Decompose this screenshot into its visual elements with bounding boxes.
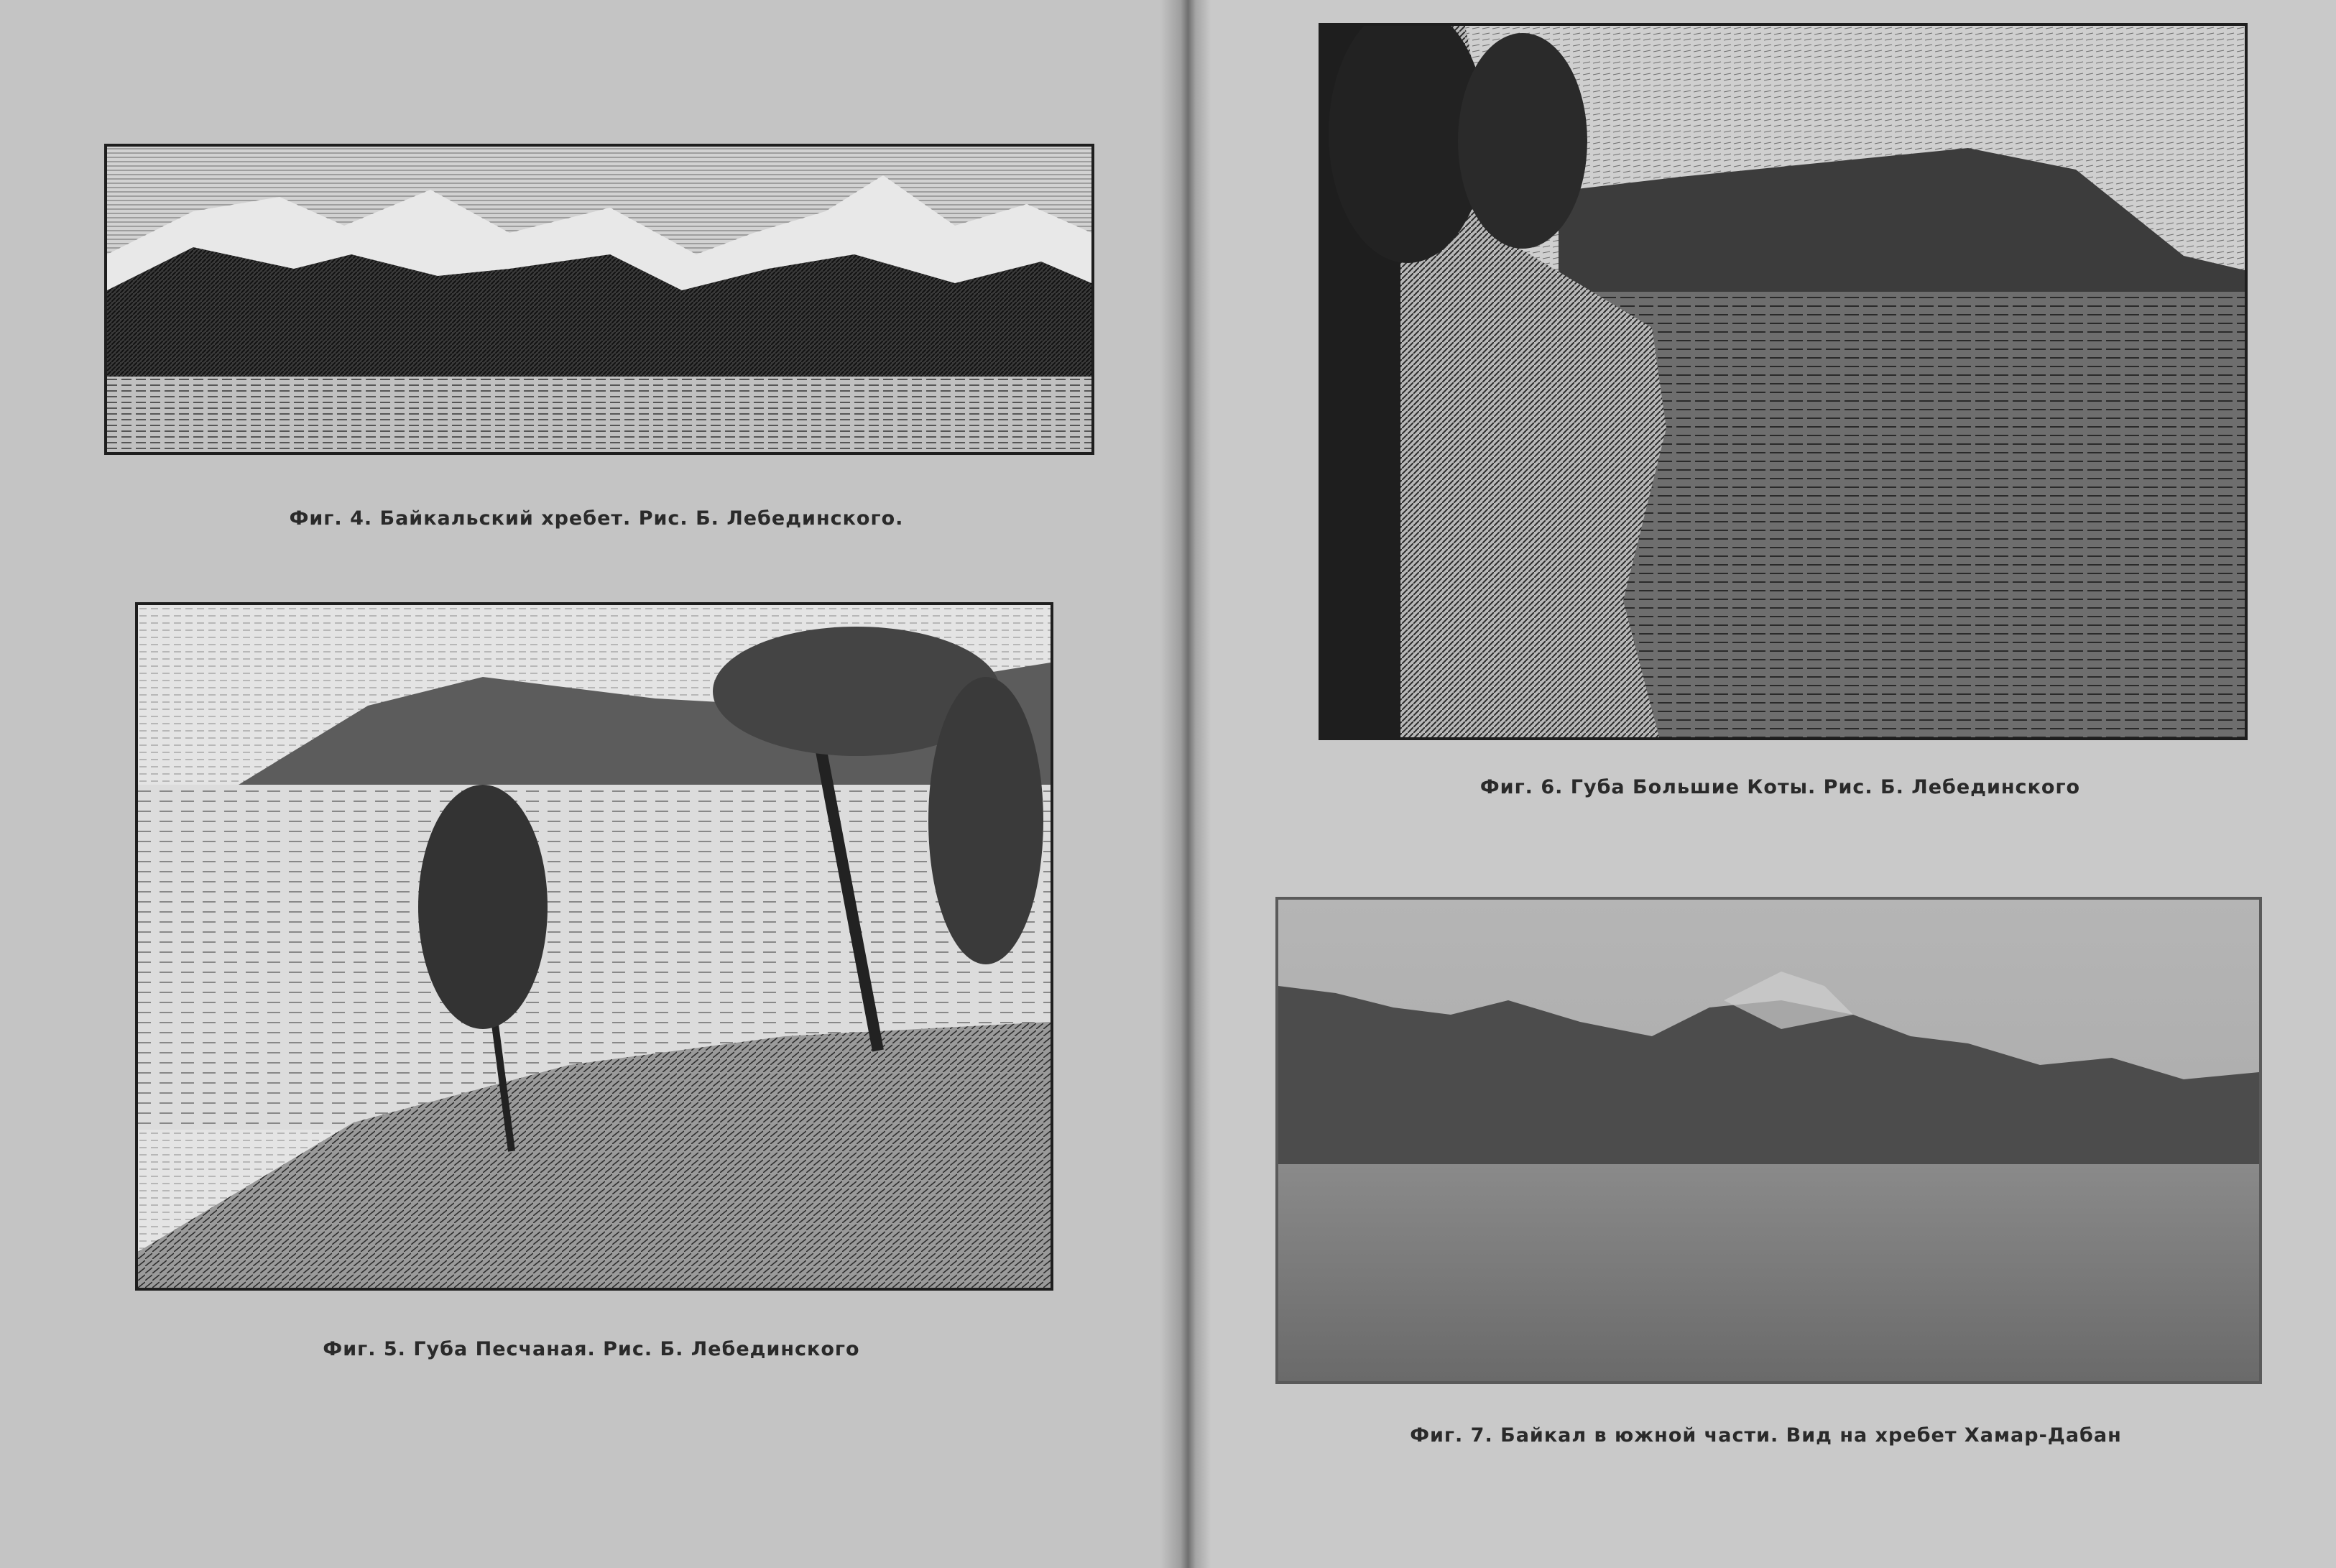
figure-4-illustration xyxy=(107,147,1091,452)
figure-6-guba-bolshie-koty xyxy=(1319,23,2248,740)
figure-7-photo xyxy=(1278,900,2259,1381)
figure-5-guba-peschanaya xyxy=(135,602,1053,1291)
book-gutter xyxy=(1160,0,1211,1568)
figure-6-illustration xyxy=(1321,26,2245,737)
figure-4-baikal-ridge xyxy=(104,144,1094,455)
figure-7-caption: Фиг. 7. Байкал в южной части. Вид на хребет Хамар-Дабан xyxy=(1410,1424,2122,1447)
figure-5-illustration xyxy=(138,605,1051,1288)
figure-4-caption: Фиг. 4. Байкальский хребет. Рис. Б. Лебединского. xyxy=(289,507,904,530)
figure-5-caption: Фиг. 5. Губа Песчаная. Рис. Б. Лебединского xyxy=(323,1338,860,1360)
figure-6-caption: Фиг. 6. Губа Большие Коты. Рис. Б. Лебединского xyxy=(1479,776,2081,798)
figure-7-baikal-south-photo xyxy=(1275,897,2262,1384)
